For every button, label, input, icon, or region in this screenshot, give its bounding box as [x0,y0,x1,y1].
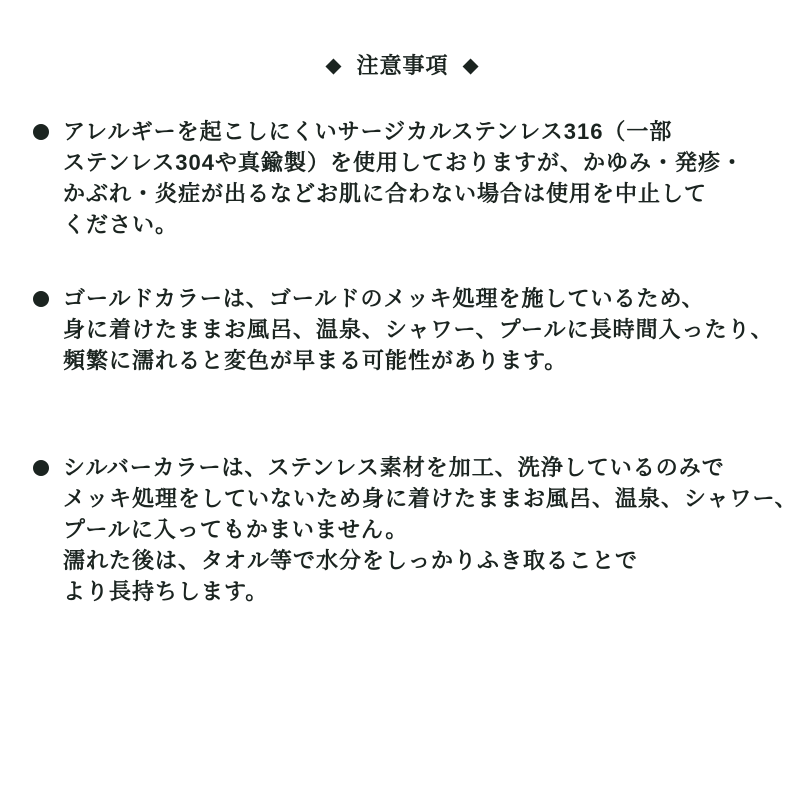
notice-line: 頻繁に濡れると変色が早まる可能性があります。 [63,348,568,373]
notice-line: より長持ちします。 [63,579,269,604]
notice-text [63,452,798,607]
notice-item-gold-color [33,283,772,376]
notice-line: 濡れた後は、タオル等で水分をしっかりふき取ることで [63,548,639,573]
notice-item-silver-color [33,452,798,607]
notice-line: ステンレス304や真鍮製）を使用しておりますが、かゆみ・発疹・ [63,150,744,175]
notice-line: プールに入ってもかまいません。 [63,517,409,542]
bullet-icon [33,291,49,307]
notice-line: ください。 [63,212,179,237]
notice-text [63,116,772,240]
bullet-icon [33,124,49,140]
notice-line: ゴールドカラーは、ゴールドのメッキ処理を施しているため、 [63,286,705,311]
page-title-text: 注意事項 [356,53,449,78]
diamond-right-icon: ◆ [462,54,480,77]
notice-line: メッキ処理をしていないため身に着けたままお風呂、温泉、シャワー、 [63,486,798,511]
notice-line: シルバーカラーは、ステンレス素材を加工、洗浄しているのみで [63,455,725,480]
notice-line: かぶれ・炎症が出るなどお肌に合わない場合は使用を中止して [63,181,708,206]
page-title [33,50,772,81]
notice-line: アレルギーを起こしにくいサージカルステンレス316（一部 [63,119,673,144]
notice-line: 身に着けたままお風呂、温泉、シャワー、プールに長時間入ったり、 [63,317,774,342]
notice-text [63,283,774,376]
notice-item-allergy [33,116,772,240]
bullet-icon [33,460,49,476]
diamond-left-icon: ◆ [325,54,343,77]
